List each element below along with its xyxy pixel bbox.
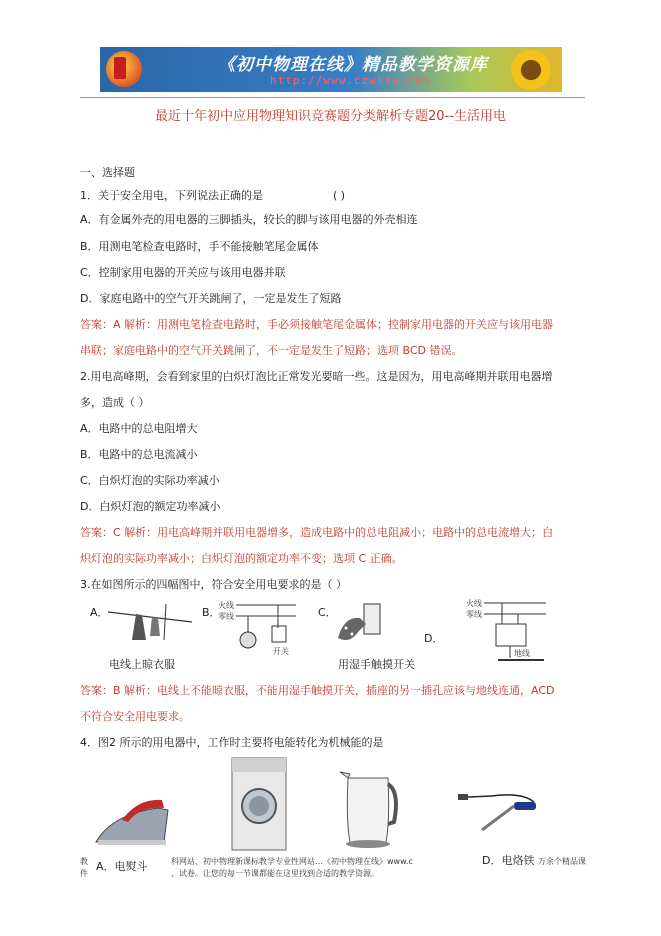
q4-label-d: D．电烙铁 bbox=[482, 854, 535, 867]
washing-machine-image bbox=[230, 756, 288, 852]
clothes-shape bbox=[132, 614, 146, 640]
washer-drum bbox=[249, 796, 269, 816]
q2-stem-line2: 多，造成（ ） bbox=[80, 396, 150, 409]
q3-label-d: D． bbox=[424, 632, 444, 645]
electric-kettle-image bbox=[336, 762, 402, 848]
pole-line bbox=[164, 604, 166, 640]
soldering-tip bbox=[482, 806, 514, 830]
logo-mark-icon bbox=[114, 57, 126, 79]
switch-icon bbox=[272, 626, 286, 642]
soldering-handle bbox=[514, 802, 536, 810]
q2-answer-line2: 炽灯泡的实际功率减小；白炽灯泡的额定功率不变；选项 C 正确。 bbox=[80, 552, 403, 565]
q3-label-c: C． bbox=[318, 606, 337, 619]
q1-option-d: D．家庭电路中的空气开关跳闸了，一定是发生了短路 bbox=[80, 292, 342, 305]
kaiguan-label: 开关 bbox=[273, 647, 289, 656]
kettle-spout bbox=[340, 772, 350, 778]
bulb-icon bbox=[240, 632, 256, 648]
q3-figure-c bbox=[334, 598, 386, 648]
q1-option-a: A．有金属外壳的用电器的三脚插头，较长的脚与该用电器的外壳相连 bbox=[80, 213, 418, 226]
kettle-base bbox=[346, 840, 390, 848]
page-title: 最近十年初中应用物理知识竞赛题分类解析专题20--生活用电 bbox=[155, 109, 506, 124]
electric-iron-image bbox=[92, 790, 172, 850]
lingxian-label: 零线 bbox=[466, 610, 482, 619]
footer-line1: 科网站、初中物理新课标教学专业性网站…《初中物理在线》www.c bbox=[171, 857, 413, 866]
q2-option-b: B．电路中的总电流减小 bbox=[80, 448, 198, 461]
q3-stem: 3.在如图所示的四幅图中，符合安全用电要求的是（ ） bbox=[80, 578, 347, 591]
water-drop-icon bbox=[345, 627, 348, 630]
q2-option-a: A．电路中的总电阻增大 bbox=[80, 422, 198, 435]
footer-line2-left: 件 bbox=[80, 869, 88, 878]
iron-soleplate bbox=[98, 840, 166, 845]
clothes-shape bbox=[150, 617, 160, 636]
huoxian-label: 火线 bbox=[466, 599, 482, 608]
lingxian-label: 零线 bbox=[218, 612, 234, 621]
q3-figure-a bbox=[106, 600, 194, 644]
switch-plate bbox=[364, 604, 380, 634]
q1-answer-line1: 答案：A 解析：用测电笔检查电路时，手必须接触笔尾金属体；控制家用电器的开关应与该用电器 bbox=[80, 318, 554, 331]
water-drop-icon bbox=[351, 633, 354, 636]
socket-icon bbox=[496, 624, 526, 646]
cord-line bbox=[492, 795, 534, 802]
q4-label-a: A．电熨斗 bbox=[96, 860, 148, 873]
plug-icon bbox=[458, 794, 468, 800]
q2-option-d: D．白炽灯泡的额定功率减小 bbox=[80, 500, 221, 513]
header-banner bbox=[100, 47, 562, 92]
q1-option-b: B．用测电笔检查电路时，手不能接触笔尾金属体 bbox=[80, 240, 319, 253]
wet-hand-icon bbox=[338, 618, 366, 640]
q3-caption-a: 电线上晾衣服 bbox=[109, 658, 175, 671]
washer-panel bbox=[232, 758, 286, 772]
kettle-handle bbox=[388, 784, 396, 824]
q1-stem: 1．关于安全用电，下列说法正确的是 bbox=[80, 189, 263, 202]
dixian-label: 地线 bbox=[514, 649, 530, 658]
q3-answer-line2: 不符合安全用电要求。 bbox=[80, 710, 190, 723]
q2-stem-line1: 2.用电高峰期，会看到家里的白炽灯泡比正常发光要暗一些。这是因为，用电高峰期并联用电器增 bbox=[80, 370, 553, 383]
q3-label-b: B． bbox=[202, 606, 221, 619]
q1-answer-line2: 串联；家庭电路中的空气开关跳闸了，不一定是发生了短路；选项 BCD 错误。 bbox=[80, 344, 463, 357]
q3-caption-c: 用湿手触摸开关 bbox=[338, 658, 415, 671]
section-title: 一、选择题 bbox=[80, 166, 135, 179]
banner-title: 《初中物理在线》精品教学资源库 bbox=[218, 55, 488, 75]
soldering-iron-image bbox=[452, 790, 546, 840]
q2-answer-line1: 答案：C 解析：用电高峰期并联用电器增多，造成电路中的总电阻减小；电路中的总电流增大；白 bbox=[80, 526, 554, 539]
header-divider bbox=[80, 97, 585, 98]
kettle-body bbox=[347, 778, 388, 842]
huoxian-label: 火线 bbox=[218, 601, 234, 610]
banner-url[interactable]: http://www.czwlzx.com bbox=[270, 74, 431, 87]
sunflower-icon bbox=[508, 47, 554, 92]
q4-stem: 4．图2 所示的用电器中，工作时主要将电能转化为机械能的是 bbox=[80, 736, 384, 749]
footer-line1-left: 教 bbox=[80, 857, 88, 866]
footer-line2: 、试卷。让您的每一节课都能在这里找到合适的教学资源。 bbox=[171, 869, 379, 878]
q3-answer-line1: 答案：B 解析：电线上不能晾衣服，不能用湿手触摸开关，插座的另一插孔应该与地线连通，ACD bbox=[80, 684, 555, 697]
wire-line bbox=[108, 612, 192, 622]
q3-label-a: A． bbox=[90, 606, 109, 619]
cord-line bbox=[468, 796, 492, 797]
q1-option-c: C．控制家用电器的开关应与该用电器并联 bbox=[80, 266, 286, 279]
q3-figure-d bbox=[438, 596, 548, 668]
footer-line1-right: 万余个精品课 bbox=[538, 857, 586, 866]
q1-paren: ( ) bbox=[333, 189, 346, 202]
q2-option-c: C．白炽灯泡的实际功率减小 bbox=[80, 474, 220, 487]
q3-figure-b bbox=[216, 598, 298, 658]
